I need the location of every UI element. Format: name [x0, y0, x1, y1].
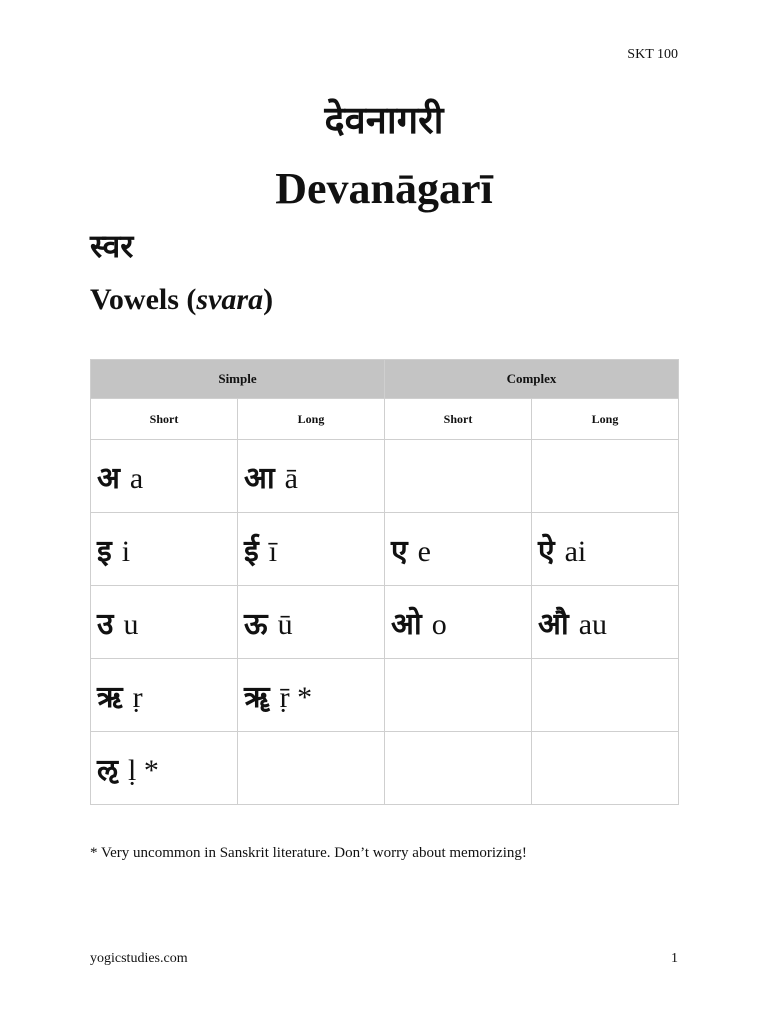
subheader-complex-short: Short: [385, 399, 532, 440]
vowel-cell: [91, 440, 238, 513]
subheader-simple-long: Long: [238, 399, 385, 440]
vowel-devanagari: ऐ: [538, 533, 555, 569]
vowel-cell: [385, 440, 532, 513]
footnote: * Very uncommon in Sanskrit literature. Don’t worry about memorizing!: [90, 845, 527, 861]
subheader-complex-long: Long: [532, 399, 679, 440]
vowels-table: [90, 359, 679, 805]
heading-suffix: ): [263, 283, 274, 316]
vowel-cell: [238, 586, 385, 659]
vowel-devanagari: ओ: [391, 606, 422, 642]
vowel-transliteration: ai: [564, 534, 587, 568]
vowel-transliteration: a: [129, 461, 144, 495]
vowel-devanagari: ऌ: [97, 752, 118, 788]
page-number: 1: [671, 951, 678, 966]
vowel-devanagari: ऊ: [244, 606, 268, 642]
table-row: [91, 513, 679, 586]
vowel-cell: [532, 659, 679, 732]
vowel-cell: [91, 513, 238, 586]
vowel-cell: [532, 440, 679, 513]
heading-prefix: Vowels (: [90, 283, 197, 316]
vowel-cell: [91, 732, 238, 805]
vowel-devanagari: ॠ: [244, 679, 270, 715]
vowel-cell: [91, 586, 238, 659]
vowel-transliteration: o: [431, 607, 447, 641]
vowel-devanagari: उ: [97, 606, 114, 642]
vowel-devanagari: ए: [391, 533, 408, 569]
vowel-transliteration: ā: [284, 461, 298, 495]
vowel-devanagari: आ: [244, 460, 275, 496]
table-subheader-row: [91, 399, 679, 440]
vowel-transliteration: u: [123, 607, 139, 641]
title-devanagari: देवनागरी: [324, 98, 444, 142]
vowel-devanagari: औ: [538, 606, 569, 642]
vowel-cell: [385, 732, 532, 805]
table-group-header-row: [91, 360, 679, 399]
vowel-cell: [91, 659, 238, 732]
section-heading-latin: [90, 283, 273, 317]
vowel-transliteration: ī: [268, 534, 278, 568]
vowel-cell: [238, 440, 385, 513]
group-header-complex: Complex: [385, 360, 679, 399]
vowel-cell: [532, 732, 679, 805]
vowel-devanagari: ई: [244, 533, 259, 569]
table-row: [91, 732, 679, 805]
vowel-transliteration: ū: [277, 607, 293, 641]
vowel-transliteration: au: [578, 607, 608, 641]
vowel-cell: [385, 586, 532, 659]
vowel-transliteration: e: [417, 534, 431, 568]
group-header-simple: Simple: [91, 360, 385, 399]
vowel-cell: [238, 659, 385, 732]
course-code: SKT 100: [627, 47, 678, 62]
vowel-cell: [238, 513, 385, 586]
vowel-cell: [238, 732, 385, 805]
subheader-simple-short: Short: [91, 399, 238, 440]
section-heading-devanagari: स्वर: [90, 227, 134, 265]
vowel-devanagari: इ: [97, 533, 112, 569]
vowel-transliteration: ṛ: [132, 680, 143, 714]
vowel-cell: [532, 513, 679, 586]
table-row: [91, 659, 679, 732]
table-row: [91, 440, 679, 513]
vowel-cell: [385, 513, 532, 586]
footer-site-link[interactable]: yogicstudies.com: [90, 951, 188, 966]
vowel-cell: [385, 659, 532, 732]
vowel-transliteration: i: [121, 534, 131, 568]
title-latin: Devanāgarī: [275, 164, 493, 213]
table-row: [91, 586, 679, 659]
vowel-devanagari: अ: [97, 460, 120, 496]
vowel-transliteration: ṝ *: [279, 680, 313, 714]
vowel-transliteration: ḷ *: [127, 753, 159, 787]
vowel-devanagari: ऋ: [97, 679, 123, 715]
vowel-cell: [532, 586, 679, 659]
heading-italic: svara: [196, 283, 264, 316]
